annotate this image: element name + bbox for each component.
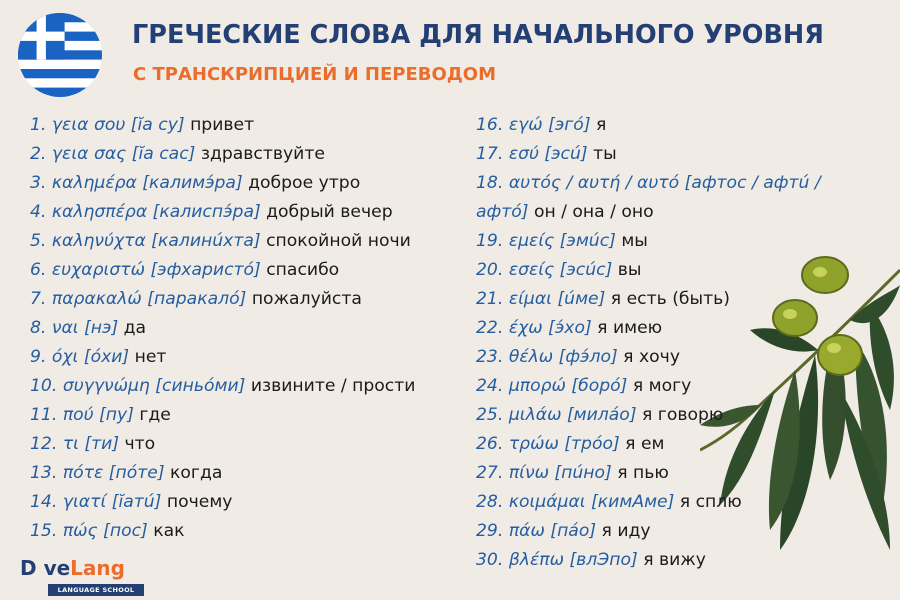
item-number: 23.	[476, 347, 504, 367]
list-item	[476, 111, 856, 140]
list-item	[476, 169, 856, 227]
transcription: [пáо]	[550, 521, 597, 541]
item-number: 14.	[30, 492, 58, 512]
page-title: ГРЕЧЕСКИЕ СЛОВА ДЛЯ НАЧАЛЬНОГО УРОВНЯ	[132, 20, 824, 50]
logo-lang: Lang	[70, 556, 125, 580]
greek-word: πάω	[508, 521, 545, 541]
translation: да	[123, 318, 147, 338]
page-subtitle: С ТРАНСКРИПЦИЕЙ И ПЕРЕВОДОМ	[133, 64, 497, 85]
item-number: 8.	[30, 318, 47, 338]
item-number: 15.	[30, 521, 58, 541]
transcription: [калимэ́ра]	[142, 173, 243, 193]
item-number: 29.	[476, 521, 504, 541]
item-number: 10.	[30, 376, 58, 396]
translation: я имею	[597, 318, 663, 338]
item-number: 12.	[30, 434, 58, 454]
greek-word: εμείς	[508, 231, 555, 251]
translation: я могу	[632, 376, 692, 396]
list-item	[476, 430, 856, 459]
list-item	[30, 314, 470, 343]
transcription: [пóте]	[108, 463, 165, 483]
translation: я ем	[625, 434, 665, 454]
list-item	[476, 372, 856, 401]
list-item	[476, 140, 856, 169]
list-item	[476, 314, 856, 343]
translation: пожалуйста	[251, 289, 362, 309]
translation: я иду	[601, 521, 651, 541]
translation: ты	[593, 144, 617, 164]
translation: я хочу	[623, 347, 680, 367]
list-item	[30, 372, 470, 401]
item-number: 2.	[30, 144, 47, 164]
transcription: [влЭпо]	[569, 550, 638, 570]
translation: как	[153, 521, 185, 541]
translation: добрый вечер	[266, 202, 393, 222]
transcription: [синьóми]	[155, 376, 246, 396]
item-number: 21.	[476, 289, 504, 309]
translation: спокойной ночи	[266, 231, 411, 251]
transcription: [ĭа сас]	[131, 144, 196, 164]
translation: я говорю	[642, 405, 724, 425]
greek-word: όχι	[51, 347, 79, 367]
transcription: [калиспэ́ра]	[152, 202, 261, 222]
translation: я вижу	[643, 550, 706, 570]
translation: я сплю	[679, 492, 742, 512]
list-item	[30, 401, 470, 430]
translation: спасибо	[266, 260, 340, 280]
list-item	[476, 227, 856, 256]
item-number: 25.	[476, 405, 504, 425]
transcription: [ĭатú]	[111, 492, 162, 512]
translation: я	[596, 115, 607, 135]
greek-word: μιλάω	[508, 405, 562, 425]
translation: что	[124, 434, 156, 454]
greek-word: πότε	[62, 463, 104, 483]
transcription: [эфхаристó]	[150, 260, 261, 280]
list-item	[30, 140, 470, 169]
greek-word: εσύ	[508, 144, 539, 164]
translation: почему	[166, 492, 233, 512]
greek-word: θέλω	[508, 347, 554, 367]
transcription: [паракалó]	[147, 289, 247, 309]
item-number: 7.	[30, 289, 47, 309]
translation: здравствуйте	[200, 144, 325, 164]
transcription: [ти]	[84, 434, 120, 454]
greek-word: αυτός / αυτή / αυτό	[508, 173, 680, 193]
translation: я есть (быть)	[610, 289, 730, 309]
greek-word: εσείς	[508, 260, 555, 280]
greek-word: γιατί	[62, 492, 107, 512]
transcription: [эсú]	[544, 144, 588, 164]
word-list-right	[476, 111, 856, 575]
item-number: 16.	[476, 115, 504, 135]
transcription: [óхи]	[83, 347, 130, 367]
translation: извините / прости	[250, 376, 416, 396]
greek-word: είμαι	[508, 289, 552, 309]
greek-word: πίνω	[508, 463, 549, 483]
item-number: 26.	[476, 434, 504, 454]
translation: привет	[190, 115, 255, 135]
item-number: 22.	[476, 318, 504, 338]
word-list-left	[30, 111, 470, 546]
item-number: 20.	[476, 260, 504, 280]
list-item	[30, 343, 470, 372]
item-number: 5.	[30, 231, 47, 251]
greek-word: συγγνώμη	[62, 376, 150, 396]
greek-word: ευχαριστώ	[51, 260, 145, 280]
translation: где	[139, 405, 171, 425]
transcription: [э́хо]	[548, 318, 592, 338]
greek-word: μπορώ	[508, 376, 566, 396]
list-item	[30, 285, 470, 314]
translation: нет	[134, 347, 167, 367]
list-item	[30, 169, 470, 198]
list-item	[476, 343, 856, 372]
transcription: [калинúхта]	[151, 231, 261, 251]
transcription: [эсúс]	[559, 260, 613, 280]
list-item	[30, 198, 470, 227]
logo-tagline: LANGUAGE SCHOOL	[48, 584, 144, 596]
transcription: [пúно]	[554, 463, 612, 483]
greek-word: γεια σας	[51, 144, 127, 164]
list-item	[30, 517, 470, 546]
translation: он / она / оно	[533, 202, 654, 222]
list-item	[30, 111, 470, 140]
greek-word: τι	[62, 434, 79, 454]
transcription: [ĭа су]	[130, 115, 185, 135]
transcription: [кимАме]	[591, 492, 675, 512]
transcription: [борó]	[571, 376, 628, 396]
list-item	[30, 488, 470, 517]
greek-word: βλέπω	[508, 550, 564, 570]
item-number: 4.	[30, 202, 47, 222]
greek-word: πώς	[62, 521, 98, 541]
greek-word: έχω	[508, 318, 543, 338]
greek-word: καληνύχτα	[51, 231, 146, 251]
item-number: 17.	[476, 144, 504, 164]
greek-word: καλημέρα	[51, 173, 137, 193]
transcription: [трóо]	[564, 434, 620, 454]
list-item	[30, 430, 470, 459]
item-number: 30.	[476, 550, 504, 570]
greek-word: καλησπέρα	[51, 202, 148, 222]
greek-word: τρώω	[508, 434, 559, 454]
greek-word: παρακαλώ	[51, 289, 142, 309]
item-number: 19.	[476, 231, 504, 251]
list-item	[30, 256, 470, 285]
transcription: [нэ]	[84, 318, 119, 338]
item-number: 3.	[30, 173, 47, 193]
list-item	[476, 285, 856, 314]
divelang-logo	[20, 556, 146, 596]
transcription: [фэ́ло]	[558, 347, 618, 367]
list-item	[476, 546, 856, 575]
translation: доброе утро	[248, 173, 361, 193]
logo-dive: D ve	[20, 556, 71, 580]
translation: мы	[621, 231, 648, 251]
greek-word: εγώ	[508, 115, 543, 135]
greek-word: πού	[62, 405, 94, 425]
item-number: 6.	[30, 260, 47, 280]
item-number: 24.	[476, 376, 504, 396]
greek-word: κοιμάμαι	[508, 492, 586, 512]
list-item	[476, 459, 856, 488]
list-item	[476, 488, 856, 517]
greek-word: ναι	[51, 318, 79, 338]
translation: когда	[170, 463, 223, 483]
item-number: 1.	[30, 115, 47, 135]
item-number: 11.	[30, 405, 58, 425]
list-item	[30, 227, 470, 256]
transcription: [афтос / афтú / афтó]	[476, 173, 821, 222]
translation: я пью	[617, 463, 669, 483]
item-number: 13.	[30, 463, 58, 483]
list-item	[30, 459, 470, 488]
translation: вы	[617, 260, 642, 280]
transcription: [пос]	[103, 521, 148, 541]
greek-flag-icon	[18, 13, 102, 97]
item-number: 28.	[476, 492, 504, 512]
transcription: [пу]	[99, 405, 134, 425]
list-item	[476, 256, 856, 285]
logo-wordmark	[20, 556, 125, 580]
greek-word: γεια σου	[51, 115, 126, 135]
transcription: [úме]	[557, 289, 606, 309]
transcription: [милáо]	[566, 405, 637, 425]
item-number: 27.	[476, 463, 504, 483]
transcription: [эмúс]	[559, 231, 616, 251]
list-item	[476, 401, 856, 430]
transcription: [эгó]	[548, 115, 591, 135]
item-number: 9.	[30, 347, 47, 367]
item-number: 18.	[476, 173, 504, 193]
list-item	[476, 517, 856, 546]
